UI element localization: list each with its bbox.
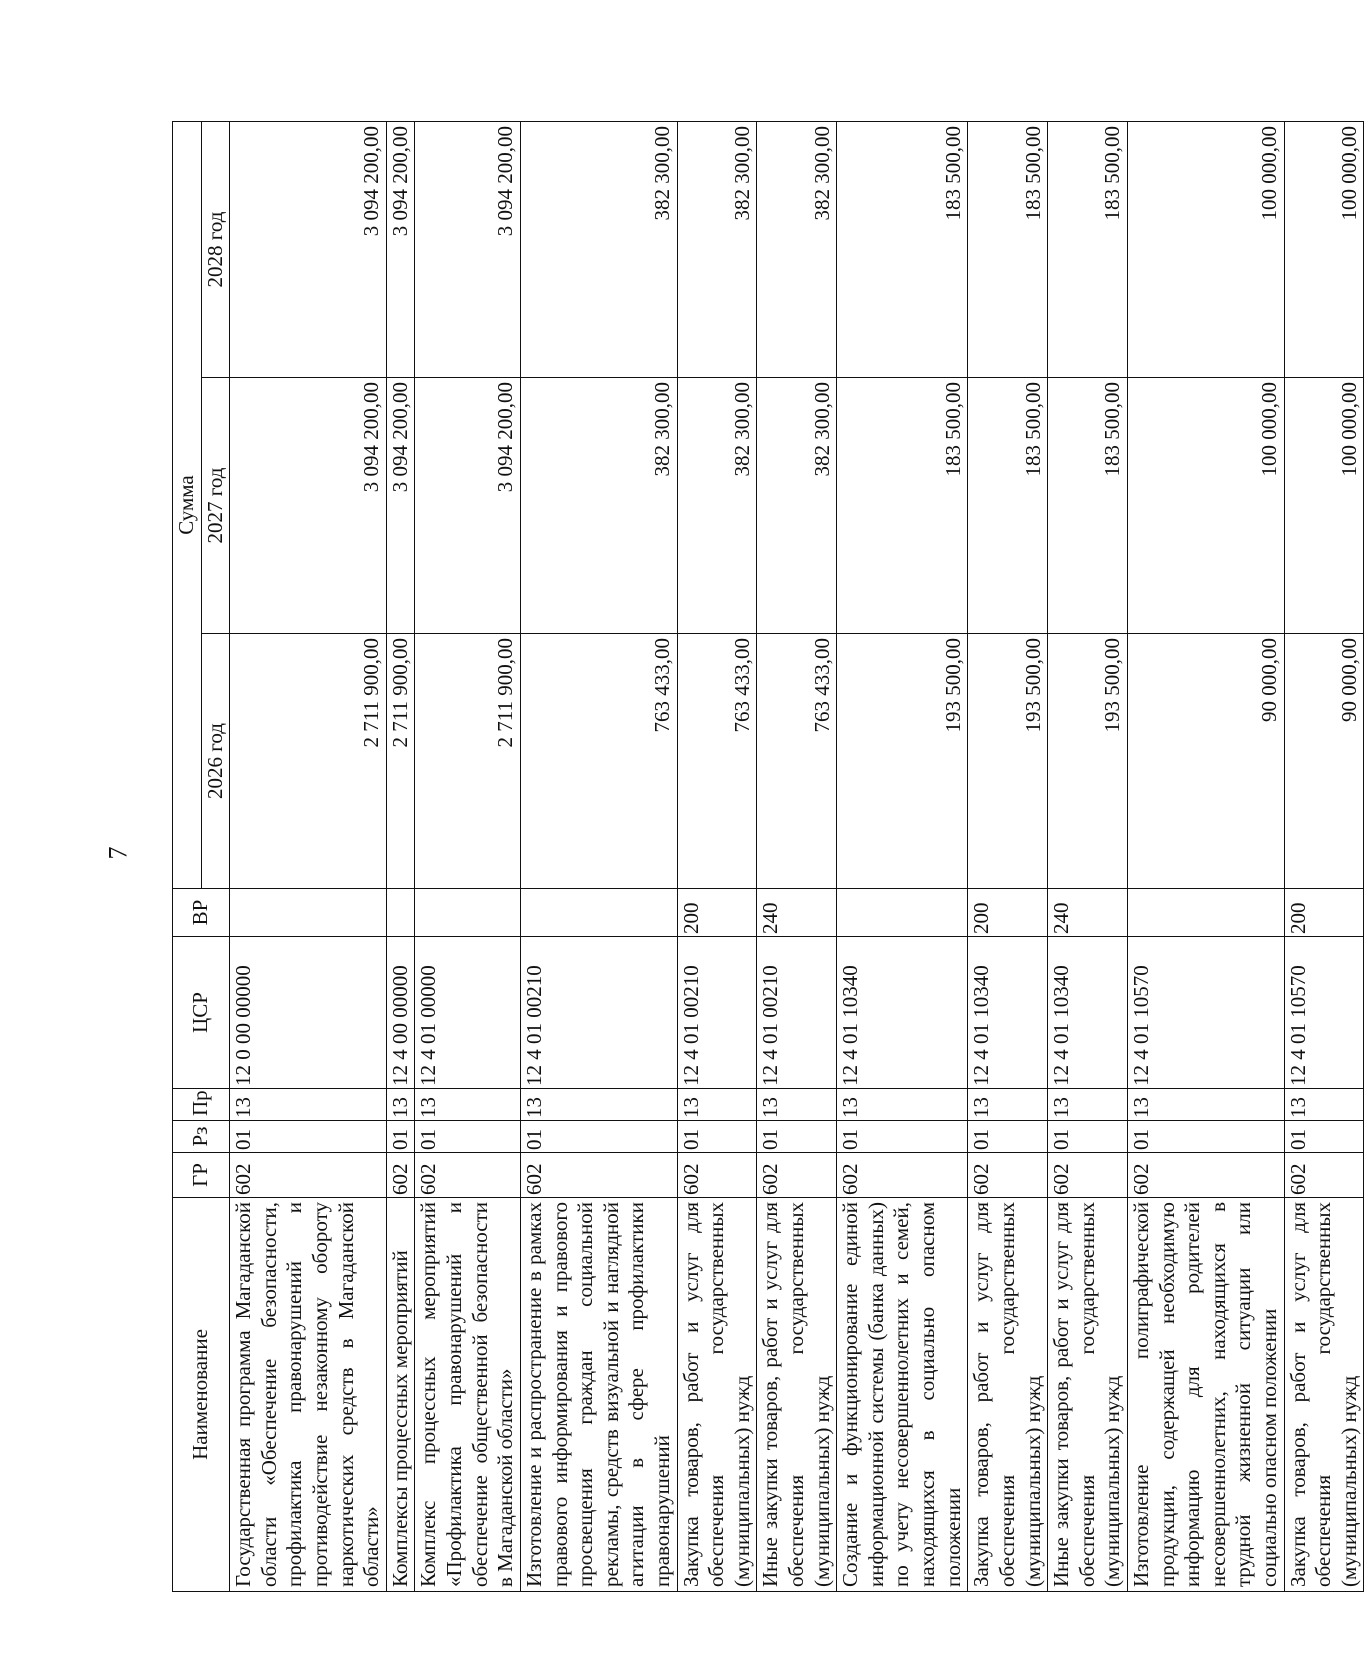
row-csr: 12 4 01 00210	[520, 937, 677, 1089]
row-amount-2028: 382 300,00	[677, 121, 757, 377]
row-name: Комплексы процессных мероприятий	[386, 1198, 415, 1592]
row-vr	[1127, 889, 1284, 937]
row-csr: 12 4 01 00000	[415, 937, 520, 1089]
table-row	[1048, 121, 1128, 1591]
header-year-2027: 2027 год	[201, 378, 230, 634]
row-csr: 12 4 01 00210	[677, 937, 757, 1089]
row-csr: 12 4 01 00210	[757, 937, 837, 1089]
row-pr: 13	[1284, 1089, 1364, 1121]
row-amount-2026: 193 500,00	[837, 634, 968, 889]
row-pr: 13	[386, 1089, 415, 1121]
row-amount-2028: 3 094 200,00	[386, 121, 415, 377]
row-vr	[837, 889, 968, 937]
row-amount-2027: 183 500,00	[968, 378, 1048, 634]
row-vr	[520, 889, 677, 937]
row-pr: 13	[757, 1089, 837, 1121]
row-pr: 13	[230, 1089, 387, 1121]
row-amount-2028: 382 300,00	[520, 121, 677, 377]
row-rz: 01	[520, 1121, 677, 1153]
row-name: Закупка товаров, работ и услуг для обеспечения государственных (муниципальных) нужд	[968, 1198, 1048, 1592]
row-pr: 13	[968, 1089, 1048, 1121]
table-row	[837, 121, 968, 1591]
row-csr: 12 4 01 10340	[968, 937, 1048, 1089]
row-rz: 01	[968, 1121, 1048, 1153]
budget-table	[172, 121, 1364, 1592]
row-amount-2026: 2 711 900,00	[230, 634, 387, 889]
row-gr: 602	[677, 1153, 757, 1198]
row-name: Закупка товаров, работ и услуг для обеспечения государственных (муниципальных) нужд	[677, 1198, 757, 1592]
row-amount-2028: 100 000,00	[1127, 121, 1284, 377]
row-gr: 602	[1127, 1153, 1284, 1198]
table-row	[968, 121, 1048, 1591]
row-name: Иные закупки товаров, работ и услуг для обеспечения государственных (муниципальных) нужд	[757, 1198, 837, 1592]
row-amount-2028: 3 094 200,00	[230, 121, 387, 377]
header-gr: ГР	[173, 1153, 230, 1198]
table-row	[230, 121, 387, 1591]
row-rz: 01	[837, 1121, 968, 1153]
row-gr: 602	[757, 1153, 837, 1198]
row-pr: 13	[1127, 1089, 1284, 1121]
row-amount-2026: 763 433,00	[757, 634, 837, 889]
row-vr: 200	[1284, 889, 1364, 937]
row-vr	[386, 889, 415, 937]
row-amount-2026: 2 711 900,00	[415, 634, 520, 889]
row-csr: 12 4 01 10340	[1048, 937, 1128, 1089]
page-number: 7	[103, 846, 133, 860]
table-header	[173, 121, 230, 1591]
table-row	[520, 121, 677, 1591]
row-amount-2026: 90 000,00	[1284, 634, 1364, 889]
row-gr: 602	[1048, 1153, 1128, 1198]
table-row	[1284, 121, 1364, 1591]
header-pr: Пр	[173, 1089, 230, 1121]
row-amount-2026: 763 433,00	[677, 634, 757, 889]
row-pr: 13	[520, 1089, 677, 1121]
row-pr: 13	[837, 1089, 968, 1121]
row-amount-2028: 183 500,00	[837, 121, 968, 377]
row-amount-2027: 3 094 200,00	[230, 378, 387, 634]
row-vr: 200	[968, 889, 1048, 937]
header-year-2028: 2028 год	[201, 121, 230, 377]
row-name: Иные закупки товаров, работ и услуг для обеспечения государственных (муниципальных) нужд	[1048, 1198, 1128, 1592]
row-name: Закупка товаров, работ и услуг для обеспечения государственных (муниципальных) нужд	[1284, 1198, 1364, 1592]
table-row	[1127, 121, 1284, 1591]
table-row	[386, 121, 415, 1591]
row-rz: 01	[1048, 1121, 1128, 1153]
row-vr: 240	[757, 889, 837, 937]
row-pr: 13	[677, 1089, 757, 1121]
row-amount-2027: 183 500,00	[1048, 378, 1128, 634]
row-amount-2027: 382 300,00	[520, 378, 677, 634]
row-gr: 602	[230, 1153, 387, 1198]
row-vr	[230, 889, 387, 937]
header-rz: Рз	[173, 1121, 230, 1153]
row-csr: 12 4 01 10570	[1127, 937, 1284, 1089]
row-csr: 12 4 01 10570	[1284, 937, 1364, 1089]
row-amount-2026: 193 500,00	[1048, 634, 1128, 889]
row-amount-2026: 90 000,00	[1127, 634, 1284, 889]
row-gr: 602	[520, 1153, 677, 1198]
row-amount-2027: 3 094 200,00	[386, 378, 415, 634]
header-sum: Сумма	[173, 121, 202, 888]
row-amount-2028: 183 500,00	[968, 121, 1048, 377]
row-rz: 01	[677, 1121, 757, 1153]
row-name: Государственная программа Магаданской области «Обеспечение безопасности, профилактика правонарушений и противодействие незаконному обороту наркотических средств в Магаданской области»	[230, 1198, 387, 1592]
header-name: Наименование	[173, 1198, 230, 1592]
row-amount-2027: 100 000,00	[1127, 378, 1284, 634]
table-row	[677, 121, 757, 1591]
row-pr: 13	[415, 1089, 520, 1121]
row-rz: 01	[1284, 1121, 1364, 1153]
row-amount-2027: 382 300,00	[757, 378, 837, 634]
row-vr	[415, 889, 520, 937]
row-name: Комплекс процессных мероприятий «Профилактика правонарушений и обеспечение общественной безопасности в Магаданской области»	[415, 1198, 520, 1592]
rotated-table-wrapper	[172, 122, 1361, 1592]
row-name: Изготовление и распространение в рамках правового информирования и правового просвещения граждан социальной рекламы, средств визуальной и наглядной агитации в сфере профилактики правонарушений	[520, 1198, 677, 1592]
row-name: Создание и функционирование единой информационной системы (банка данных) по учету несовершеннолетних и семей, находящихся в социально опасном положении	[837, 1198, 968, 1592]
row-amount-2026: 763 433,00	[520, 634, 677, 889]
row-amount-2026: 2 711 900,00	[386, 634, 415, 889]
row-gr: 602	[1284, 1153, 1364, 1198]
header-vr: ВР	[173, 889, 230, 937]
row-csr: 12 4 00 00000	[386, 937, 415, 1089]
table-row	[415, 121, 520, 1591]
row-amount-2026: 193 500,00	[968, 634, 1048, 889]
row-amount-2028: 382 300,00	[757, 121, 837, 377]
table-row	[757, 121, 837, 1591]
row-rz: 01	[230, 1121, 387, 1153]
row-rz: 01	[1127, 1121, 1284, 1153]
row-rz: 01	[415, 1121, 520, 1153]
header-year-2026: 2026 год	[201, 634, 230, 889]
row-amount-2027: 183 500,00	[837, 378, 968, 634]
row-amount-2027: 382 300,00	[677, 378, 757, 634]
row-gr: 602	[415, 1153, 520, 1198]
row-csr: 12 4 01 10340	[837, 937, 968, 1089]
row-gr: 602	[386, 1153, 415, 1198]
row-amount-2028: 100 000,00	[1284, 121, 1364, 377]
header-csr: ЦСР	[173, 937, 230, 1089]
row-gr: 602	[837, 1153, 968, 1198]
row-vr: 240	[1048, 889, 1128, 937]
table-body	[230, 121, 1364, 1591]
row-gr: 602	[968, 1153, 1048, 1198]
row-rz: 01	[757, 1121, 837, 1153]
row-pr: 13	[1048, 1089, 1128, 1121]
row-amount-2028: 183 500,00	[1048, 121, 1128, 377]
row-amount-2028: 3 094 200,00	[415, 121, 520, 377]
row-vr: 200	[677, 889, 757, 937]
row-amount-2027: 3 094 200,00	[415, 378, 520, 634]
row-name: Изготовление полиграфической продукции, содержащей необходимую информацию для родителей несовершеннолетних, находящихся в трудной жизненной ситуации или социально опасном положении	[1127, 1198, 1284, 1592]
row-rz: 01	[386, 1121, 415, 1153]
row-csr: 12 0 00 00000	[230, 937, 387, 1089]
row-amount-2027: 100 000,00	[1284, 378, 1364, 634]
